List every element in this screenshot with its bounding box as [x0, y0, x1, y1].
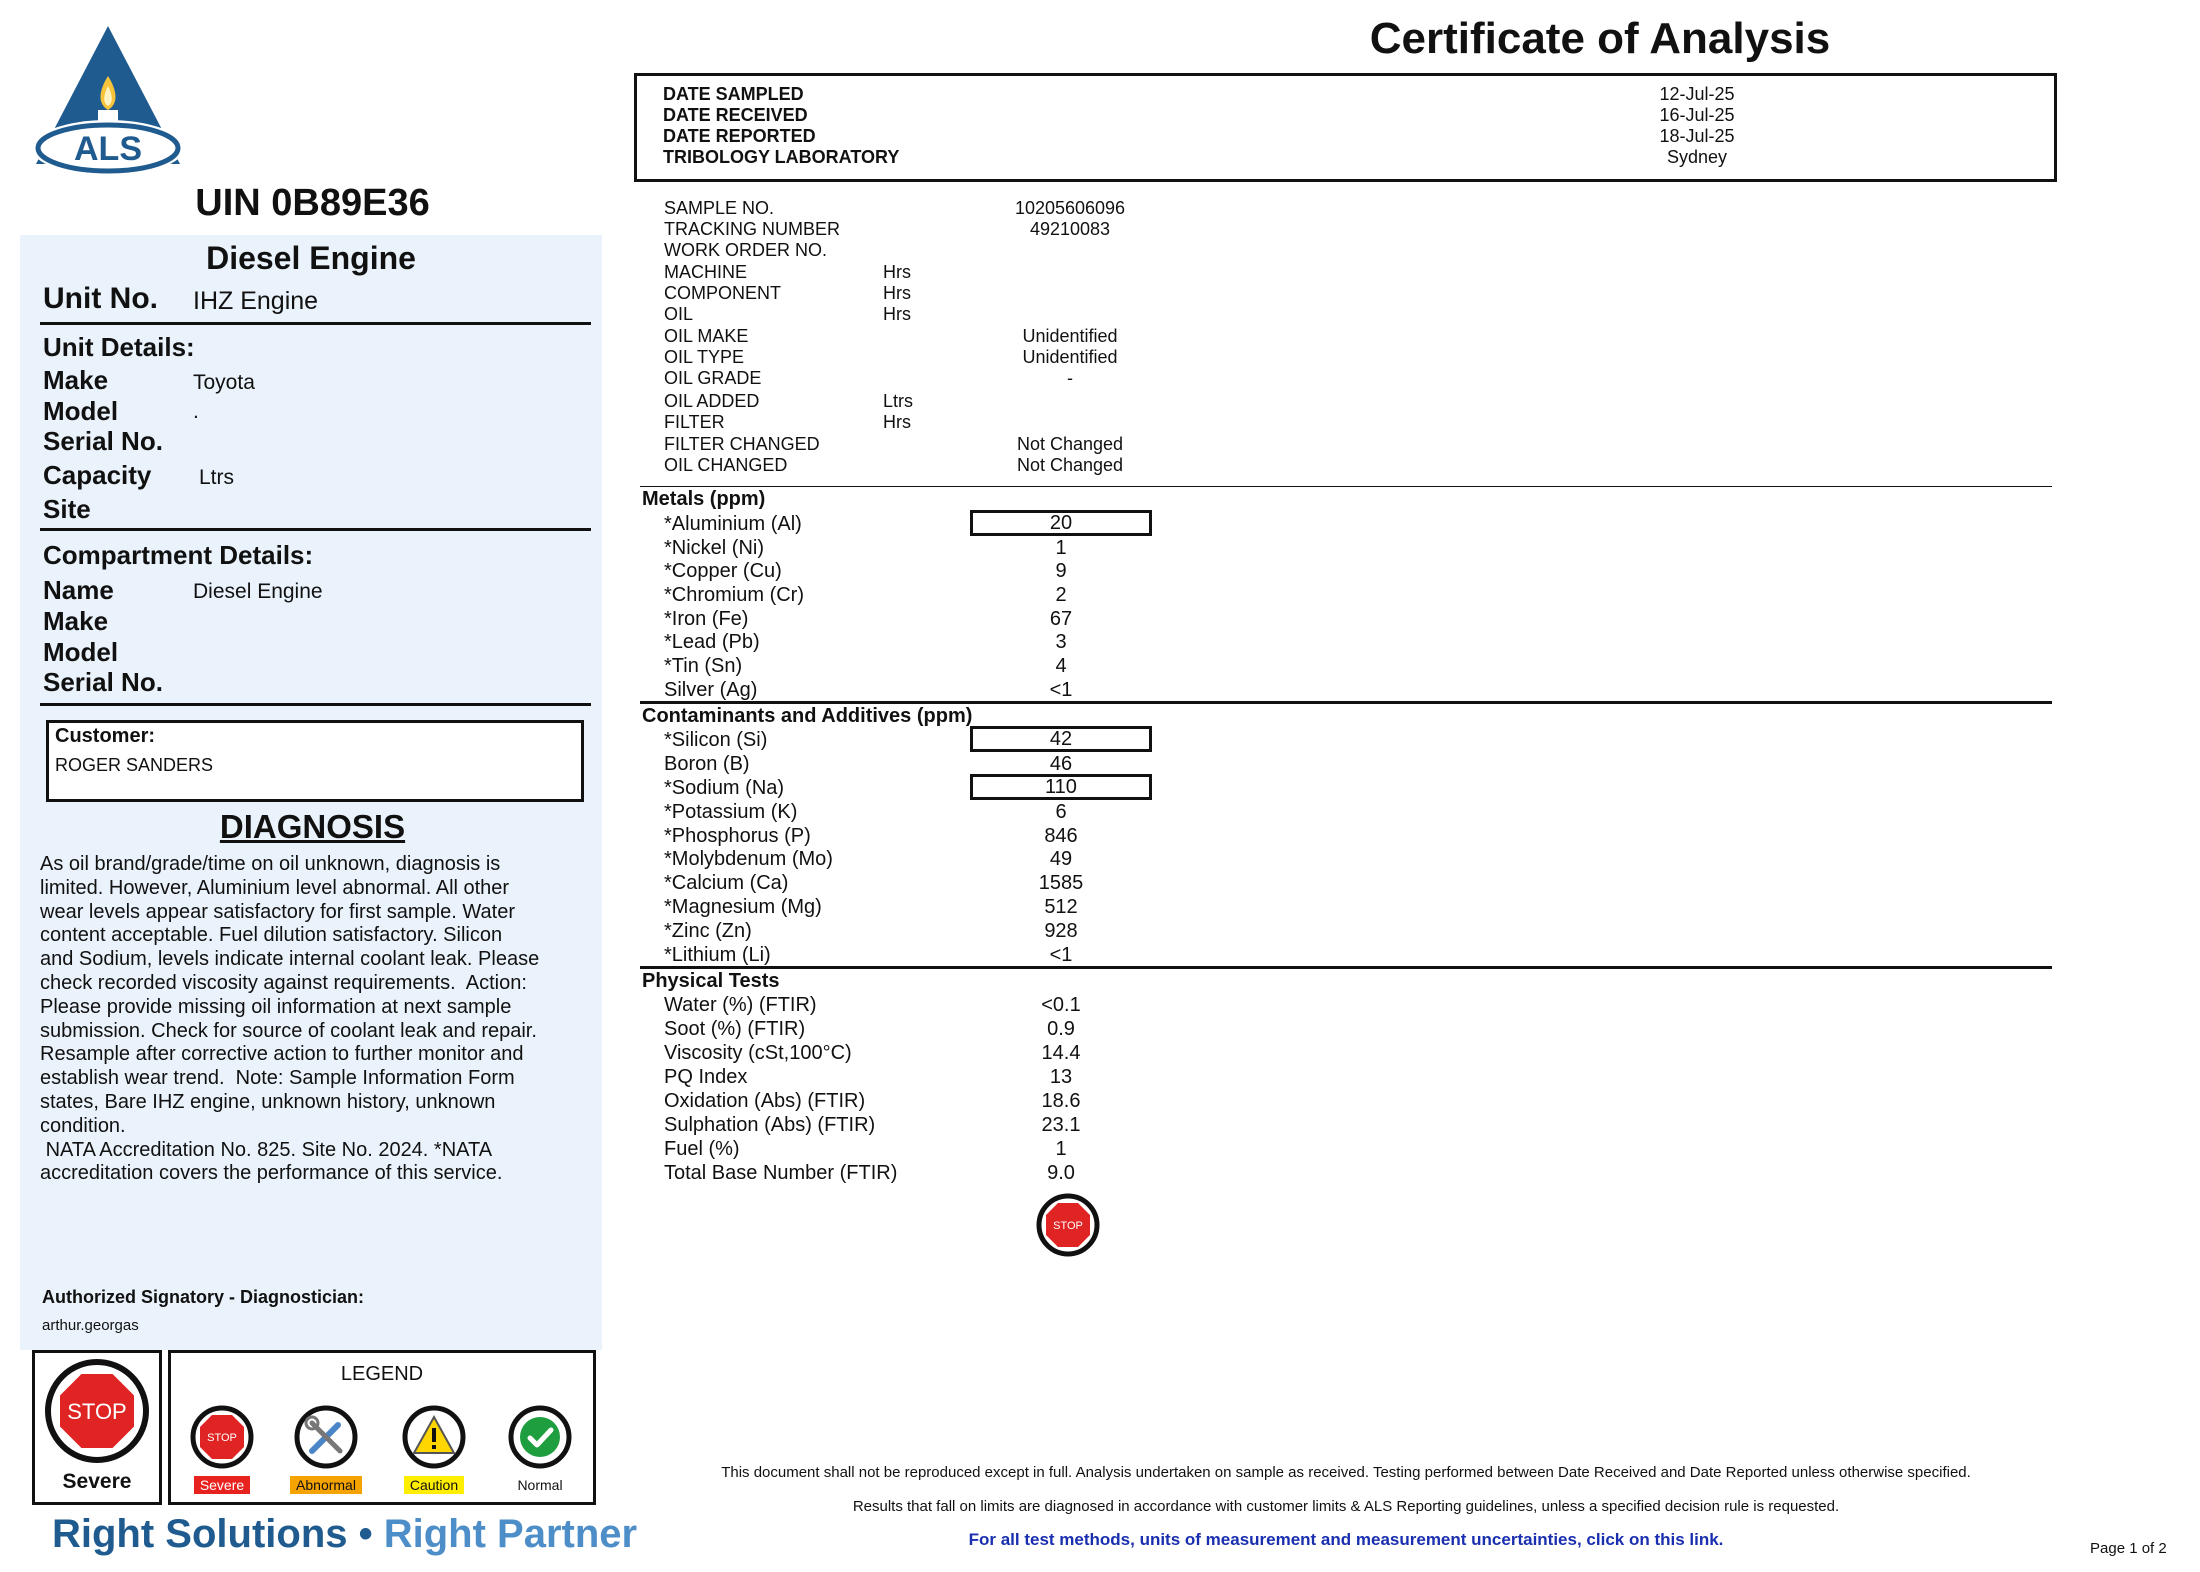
info-label: COMPONENT	[664, 283, 781, 303]
info-label: OIL CHANGED	[664, 455, 788, 475]
footer-link-wrap	[640, 1530, 2052, 1550]
unit-no-value: IHZ Engine	[193, 287, 319, 315]
checkmark-icon	[508, 1405, 572, 1469]
metal-value-flagged: 20	[970, 510, 1152, 536]
physical-label: Soot (%) (FTIR)	[664, 1018, 806, 1040]
legend-label: Severe	[194, 1476, 250, 1494]
svg-text:STOP: STOP	[1053, 1220, 1083, 1232]
contaminant-value: 6	[1055, 801, 1067, 823]
stop-icon	[1036, 1193, 1100, 1257]
metal-value: 1	[1055, 537, 1067, 559]
physical-value: 18.6	[1041, 1090, 1081, 1112]
info-unit: Hrs	[883, 412, 911, 432]
physical-label: Fuel (%)	[664, 1138, 740, 1160]
physical-value: 13	[1049, 1066, 1073, 1088]
legend-item-abnormal	[281, 1405, 371, 1495]
page-number: Page 1 of 2	[2090, 1540, 2167, 1557]
physical-label: Total Base Number (FTIR)	[664, 1162, 898, 1184]
date-label: DATE REPORTED	[663, 126, 816, 146]
legend-title: LEGEND	[340, 1363, 424, 1385]
physical-label: PQ Index	[664, 1066, 748, 1088]
physical-value: <0.1	[1041, 994, 1081, 1016]
metal-value: 3	[1055, 631, 1067, 653]
dates-box	[634, 73, 2057, 182]
physical-value: 9.0	[1047, 1162, 1075, 1184]
comp-serial-label: Serial No.	[43, 667, 163, 697]
info-label: FILTER	[664, 412, 725, 432]
info-label: OIL TYPE	[664, 347, 745, 367]
metal-label: *Iron (Fe)	[664, 608, 749, 630]
date-value: Sydney	[1666, 147, 1728, 167]
unit-no-label: Unit No.	[43, 282, 158, 315]
stop-icon	[190, 1405, 254, 1469]
metal-value: 9	[1055, 560, 1067, 582]
info-value: Unidentified	[1022, 347, 1118, 367]
customer-label: Customer:	[55, 725, 156, 747]
legend-item-normal	[495, 1405, 585, 1495]
date-label: TRIBOLOGY LABORATORY	[663, 147, 900, 167]
metal-label: *Chromium (Cr)	[664, 584, 804, 606]
sample-status-label: Severe	[62, 1470, 132, 1493]
contaminant-value: 928	[1044, 920, 1078, 942]
stop-sign-icon	[45, 1359, 149, 1463]
contaminants-heading: Contaminants and Additives (ppm)	[642, 705, 973, 727]
info-label: OIL GRADE	[664, 368, 762, 388]
info-value: Not Changed	[1016, 434, 1124, 454]
capacity-value: Ltrs	[199, 466, 235, 489]
contaminant-value-flagged: 42	[970, 726, 1152, 752]
svg-text:STOP: STOP	[67, 1399, 127, 1424]
compartment-details-heading: Compartment Details:	[43, 540, 314, 570]
physical-label: Sulphation (Abs) (FTIR)	[664, 1114, 876, 1136]
logo-text: ALS	[74, 130, 142, 168]
contaminant-label: *Molybdenum (Mo)	[664, 848, 833, 870]
contaminant-label: *Phosphorus (P)	[664, 825, 811, 847]
comp-model-label: Model	[43, 637, 119, 667]
info-label: TRACKING NUMBER	[664, 219, 841, 239]
divider	[40, 322, 591, 325]
divider	[640, 701, 2052, 704]
metal-label: *Nickel (Ni)	[664, 537, 764, 559]
physical-label: Viscosity (cSt,100°C)	[664, 1042, 852, 1064]
metals-heading: Metals (ppm)	[642, 488, 766, 510]
signatory-label: Authorized Signatory - Diagnostician:	[42, 1287, 365, 1307]
site-label: Site	[43, 494, 91, 524]
comp-name-label: Name	[43, 575, 114, 605]
physical-value: 14.4	[1041, 1042, 1081, 1064]
contaminant-value: 846	[1044, 825, 1078, 847]
physical-heading: Physical Tests	[642, 970, 780, 992]
contaminant-value: 46	[1049, 753, 1073, 775]
warning-icon	[402, 1405, 466, 1469]
uin-title: UIN 0B89E36	[195, 182, 430, 224]
info-value: 49210083	[1029, 219, 1111, 239]
contaminant-label: *Calcium (Ca)	[664, 872, 789, 894]
metal-label: Silver (Ag)	[664, 679, 758, 701]
contaminant-label: *Lithium (Li)	[664, 944, 771, 966]
diagnosis-text: As oil brand/grade/time on oil unknown, diagnosis is limited. However, Aluminium level abnormal. All other wear levels appear satisfactory for first sample. Water content acceptable. Fuel dilution satisfactory. Silicon and Sodium, levels indicate internal coolant leak. Please check recorded viscosity against requirements. Action: Please provide missing oil information at next sample submission. Check for source of coolant leak and repair. Resample after corrective action to further monitor and establish wear trend. Note: Sample Information Form states, Bare IHZ engine, unknown history, unknown condition. NATA Accreditation No. 825. Site No. 2024. *NATA accreditation covers the performance of this service.	[40, 853, 540, 1185]
physical-value: 1	[1055, 1138, 1067, 1160]
als-logo	[28, 22, 188, 180]
footer-disclaimer: This document shall not be reproduced except in full. Analysis undertaken on sample as received. Testing performed between Date Received and Date Reported unless otherwise specified.	[721, 1464, 1971, 1481]
customer-value: ROGER SANDERS	[55, 755, 214, 775]
metal-label: *Tin (Sn)	[664, 655, 743, 677]
info-label: WORK ORDER NO.	[664, 240, 828, 260]
info-label: OIL	[664, 304, 694, 324]
legend-item-caution	[389, 1405, 479, 1495]
tagline-separator: •	[347, 1512, 384, 1556]
info-label: FILTER CHANGED	[664, 434, 820, 454]
metal-value: 4	[1055, 655, 1067, 677]
physical-value: 23.1	[1041, 1114, 1081, 1136]
legend-item-severe	[177, 1405, 267, 1495]
contaminant-value: <1	[1049, 944, 1073, 966]
diagnosis-title: DIAGNOSIS	[219, 808, 406, 845]
customer-box	[46, 720, 584, 802]
model-value: .	[193, 400, 199, 423]
unit-details-heading: Unit Details:	[43, 332, 195, 362]
info-label: SAMPLE NO.	[664, 198, 775, 218]
date-value: 12-Jul-25	[1659, 84, 1735, 104]
footer-limits-note: Results that fall on limits are diagnosed in accordance with customer limits & ALS Reporting guidelines, unless a specified decision rule is requested.	[852, 1498, 1840, 1515]
info-label: OIL ADDED	[664, 391, 760, 411]
date-label: DATE RECEIVED	[663, 105, 808, 125]
signatory-value: arthur.georgas	[42, 1317, 139, 1334]
metal-value: <1	[1049, 679, 1073, 701]
compartment-type-title: Diesel Engine	[206, 240, 416, 276]
date-value: 16-Jul-25	[1659, 105, 1735, 125]
info-label: OIL MAKE	[664, 326, 749, 346]
divider	[640, 486, 2052, 487]
contaminant-label: *Potassium (K)	[664, 801, 798, 823]
contaminant-value: 1585	[1038, 872, 1084, 894]
metal-label: *Copper (Cu)	[664, 560, 782, 582]
comp-make-label: Make	[43, 606, 109, 636]
tagline-part2: Right Partner	[383, 1512, 638, 1556]
contaminant-value-flagged: 110	[970, 774, 1152, 800]
legend-box	[168, 1350, 596, 1505]
tagline	[52, 1512, 637, 1557]
legend-label: Abnormal	[290, 1476, 362, 1494]
contaminant-label: Boron (B)	[664, 753, 750, 775]
contaminant-label: *Sodium (Na)	[664, 777, 785, 799]
certificate-title: Certificate of Analysis	[1369, 14, 1831, 63]
divider	[640, 966, 2052, 969]
contaminant-label: *Magnesium (Mg)	[664, 896, 822, 918]
metal-value: 67	[1049, 608, 1073, 630]
metal-value: 2	[1055, 584, 1067, 606]
physical-value: 0.9	[1047, 1018, 1075, 1040]
info-unit: Hrs	[883, 304, 911, 324]
info-value: 10205606096	[1014, 198, 1126, 218]
capacity-label: Capacity	[43, 460, 152, 490]
make-label: Make	[43, 365, 109, 395]
info-value: Not Changed	[1016, 455, 1124, 475]
legend-label: Caution	[404, 1476, 464, 1494]
test-methods-link[interactable]: For all test methods, units of measurement and measurement uncertainties, click on this link.	[968, 1530, 1724, 1549]
physical-label: Water (%) (FTIR)	[664, 994, 817, 1016]
contaminant-value: 512	[1044, 896, 1078, 918]
tagline-part1: Right Solutions	[52, 1512, 348, 1556]
date-value: 18-Jul-25	[1659, 126, 1735, 146]
tools-icon	[294, 1405, 358, 1469]
svg-text:STOP: STOP	[207, 1432, 237, 1444]
serial-label: Serial No.	[43, 426, 163, 456]
physical-label: Oxidation (Abs) (FTIR)	[664, 1090, 866, 1112]
info-unit: Hrs	[883, 262, 911, 282]
model-label: Model	[43, 396, 119, 426]
make-value: Toyota	[193, 371, 255, 394]
divider	[40, 703, 591, 706]
comp-name-value: Diesel Engine	[193, 580, 323, 603]
contaminant-value: 49	[1049, 848, 1073, 870]
divider	[40, 528, 591, 531]
contaminant-label: *Zinc (Zn)	[664, 920, 752, 942]
legend-label: Normal	[511, 1476, 568, 1494]
info-unit: Ltrs	[883, 391, 914, 411]
info-unit: Hrs	[883, 283, 911, 303]
sample-status-box	[32, 1350, 162, 1505]
date-label: DATE SAMPLED	[663, 84, 804, 104]
contaminant-label: *Silicon (Si)	[664, 729, 768, 751]
info-label: MACHINE	[664, 262, 748, 282]
metal-label: *Lead (Pb)	[664, 631, 760, 653]
metal-label: *Aluminium (Al)	[664, 513, 802, 535]
info-value: Unidentified	[1022, 326, 1118, 346]
info-value: -	[1067, 368, 1073, 388]
